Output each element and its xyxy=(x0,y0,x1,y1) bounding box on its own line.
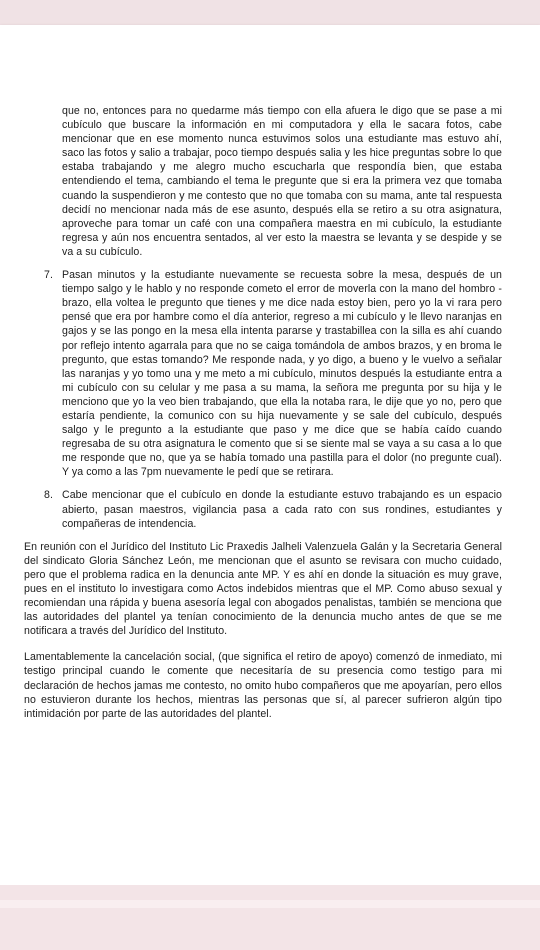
paragraph-juridico: En reunión con el Jurídico del Instituto Lic Praxedis Jalheli Valenzuela Galán y la Secretaria General del sindicato Gloria Sánchez León, me mencionan que el asunto se revisara con mucho cuidado, pero que el problema radica en la denuncia ante MP. Y es ahí en donde la situación es muy grave, pues en el instituto lo investigara como Actos indebidos mientras que el MP. Como abuso sexual y recomiendan una rápida y buena asesoría legal con abogados penalistas, también se menciona que las autoridades del plantel ya tenían conocimiento de la denuncia mucho antes de que se me notificara a través del Jurídico del Instituto. xyxy=(24,540,502,638)
list-item-text: Cabe mencionar que el cubículo en donde la estudiante estuvo trabajando es un espacio abierto, pasan maestros, vigilancia pasa a cada rato con sus rondines, estudiantes y compañeras de intendencia. xyxy=(62,489,502,530)
paragraph-cancelacion: Lamentablemente la cancelación social, (que significa el retiro de apoyo) comenzó de inmediato, mi testigo principal cuando le comente que necesitaría de su presencia como testigo para mi declaración de hechos jamas me contesto, no omito hubo compañeros que me apoyarían, pero ellos no estuvieron durante los hechos, mientras las personas que sí, al parecer sufrieron algún tipo intimidación por parte de las autoridades del plantel. xyxy=(24,651,502,720)
list-item-7 xyxy=(24,268,502,479)
list-item-number: 7. xyxy=(44,269,53,282)
bottom-margin-band xyxy=(0,885,540,950)
page-edge-divider xyxy=(0,900,540,908)
list-item-8 xyxy=(24,488,502,530)
document-body xyxy=(24,104,502,721)
list-item-number: 8. xyxy=(44,489,53,502)
top-margin-band xyxy=(0,0,540,25)
continuation-paragraph: que no, entonces para no quedarme más tiempo con ella afuera le digo que se pase a mi cubículo que buscare la información en mi computadora y ella le sacara fotos, cabe mencionar que en ese momento nunca estuvimos solos una estudiante mas estuvo ahí, saco las fotos y salio a trabajar, poco tiempo después salia y les hice preguntas sobre lo que estaba trabajando y me alegro mucho escucharla que respondía bien, que estaba entendiendo el tema, cambiando el tema le pregunte que si era la primera vez que tomaba cuando la suspendieron y me contesto que no que tomaba con su mama, ante tal respuesta decidí no mencionar nada más de ese asunto, después ella se retiro a su otra asignatura, aproveche para tomar un café con una compañera maestra en mi cubículo, la estudiante regresa y aún nos encuentra sentados, al ver esto la maestra se levanta y se despide y se va a su cubículo. xyxy=(62,105,502,258)
list-item-text: Pasan minutos y la estudiante nuevamente se recuesta sobre la mesa, después de un tiempo salgo y le hablo y no responde cometo el error de moverla con la mano del hombro -brazo, ella voltea le pregunto que tienes y me dice nada estoy bien, pero yo la vi rara pero pensé que era por hambre como el día anterior, regreso a mi cubículo y le llevo naranjas en gajos y se las pongo en la mesa ella intenta pararse y trastabillea con la silla es ahí cuando por reflejo intento agarrala para que no se caiga tomándola de ambos brazos, y en broma le pregunto, que estas tomando? Me responde nada, y yo digo, a bueno y le vuelvo a señalar las naranjas y yo tomo una y me meto a mi cubículo, minutos después la estudiante entra a mi cubículo con su celular y me pasa a su mama, la señora me pregunta por su hija y le menciono que yo la veo bien trabajando, que ella la notaba rara, le dije que yo no, pero que estaría pendiente, la comunico con su hija nuevamente y se sale del cubículo, después salgo y le pregunto a la estudiante que paso y me dice que se había caído cuando regresaba de su otra asignatura le comento que si se siente mal se vaya a su casa a lo que me responde que no, que ya se había tomado una pastilla para el dolor (no pregunte cual). Y ya como a las 7pm nuevamente le pedí que se retirara. xyxy=(62,269,502,479)
